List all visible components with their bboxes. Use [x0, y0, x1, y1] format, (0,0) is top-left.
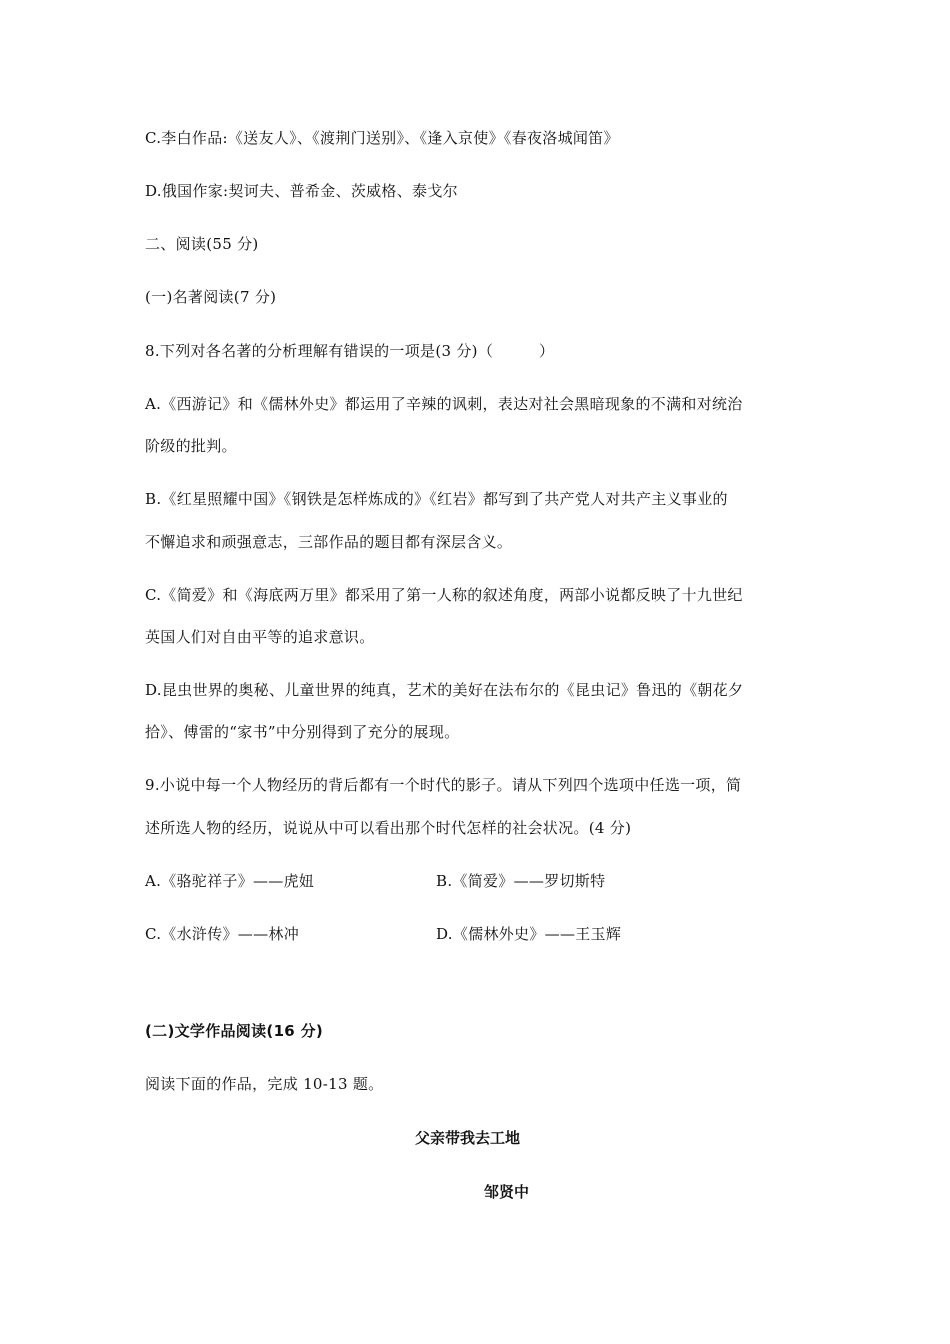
q9-option-d: D.《儒林外史》——王玉辉	[436, 925, 622, 943]
q9-option-c: C.《水浒传》——林冲	[145, 925, 300, 943]
q9-options-row2	[145, 924, 810, 944]
q9-options-row1	[145, 871, 810, 891]
q8-option-b-line2: 不懈追求和顽强意志，三部作品的题目都有深层含义。	[145, 533, 513, 551]
q8-option-c-line2: 英国人们对自由平等的追求意识。	[145, 628, 375, 646]
article-title: 父亲带我去工地	[415, 1129, 521, 1147]
q8-option-a-line2: 阶级的批判。	[145, 437, 237, 455]
subsection-literary-reading: (二)文学作品阅读(16 分)	[145, 1022, 324, 1040]
q8-option-a-line1: A.《西游记》和《儒林外史》都运用了辛辣的讽刺，表达对社会黑暗现象的不满和对统治	[145, 395, 743, 413]
q8-option-d-line1: D.昆虫世界的奥秘、儿童世界的纯真，艺术的美好在法布尔的《昆虫记》鲁迅的《朝花夕	[145, 681, 744, 699]
q8-option-b-line1: B.《红星照耀中国》《钢铁是怎样炼成的》《红岩》都写到了共产党人对共产主义事业的	[145, 490, 728, 508]
article-author: 邹贤中	[484, 1183, 530, 1201]
q9-option-b: B.《简爱》——罗切斯特	[436, 872, 606, 890]
question-9-line1: 9.小说中每一个人物经历的背后都有一个时代的影子。请从下列四个选项中任选一项，简	[145, 776, 742, 794]
q8-option-d-line2: 拾》、傅雷的“家书”中分别得到了充分的展现。	[145, 723, 460, 741]
q9-option-a: A.《骆驼祥子》——虎妞	[145, 872, 315, 890]
question-9-line2: 述所选人物的经历，说说从中可以看出那个时代怎样的社会状况。(4 分)	[145, 819, 632, 837]
option-d-russian-writers: D.俄国作家:契诃夫、普希金、茨威格、泰戈尔	[145, 182, 458, 200]
q8-option-c-line1: C.《简爱》和《海底两万里》都采用了第一人称的叙述角度，两部小说都反映了十九世纪	[145, 586, 743, 604]
question-8: 8.下列对各名著的分析理解有错误的一项是(3 分)（ ）	[145, 342, 555, 360]
reading-instruction: 阅读下面的作品，完成 10-13 题。	[145, 1075, 384, 1093]
subsection-classics-reading: (一)名著阅读(7 分)	[145, 288, 277, 306]
section-heading-reading: 二、阅读(55 分)	[145, 235, 259, 253]
option-c-li-bai: C.李白作品:《送友人》、《渡荆门送别》、《逢入京使》《春夜洛城闻笛》	[145, 129, 619, 147]
